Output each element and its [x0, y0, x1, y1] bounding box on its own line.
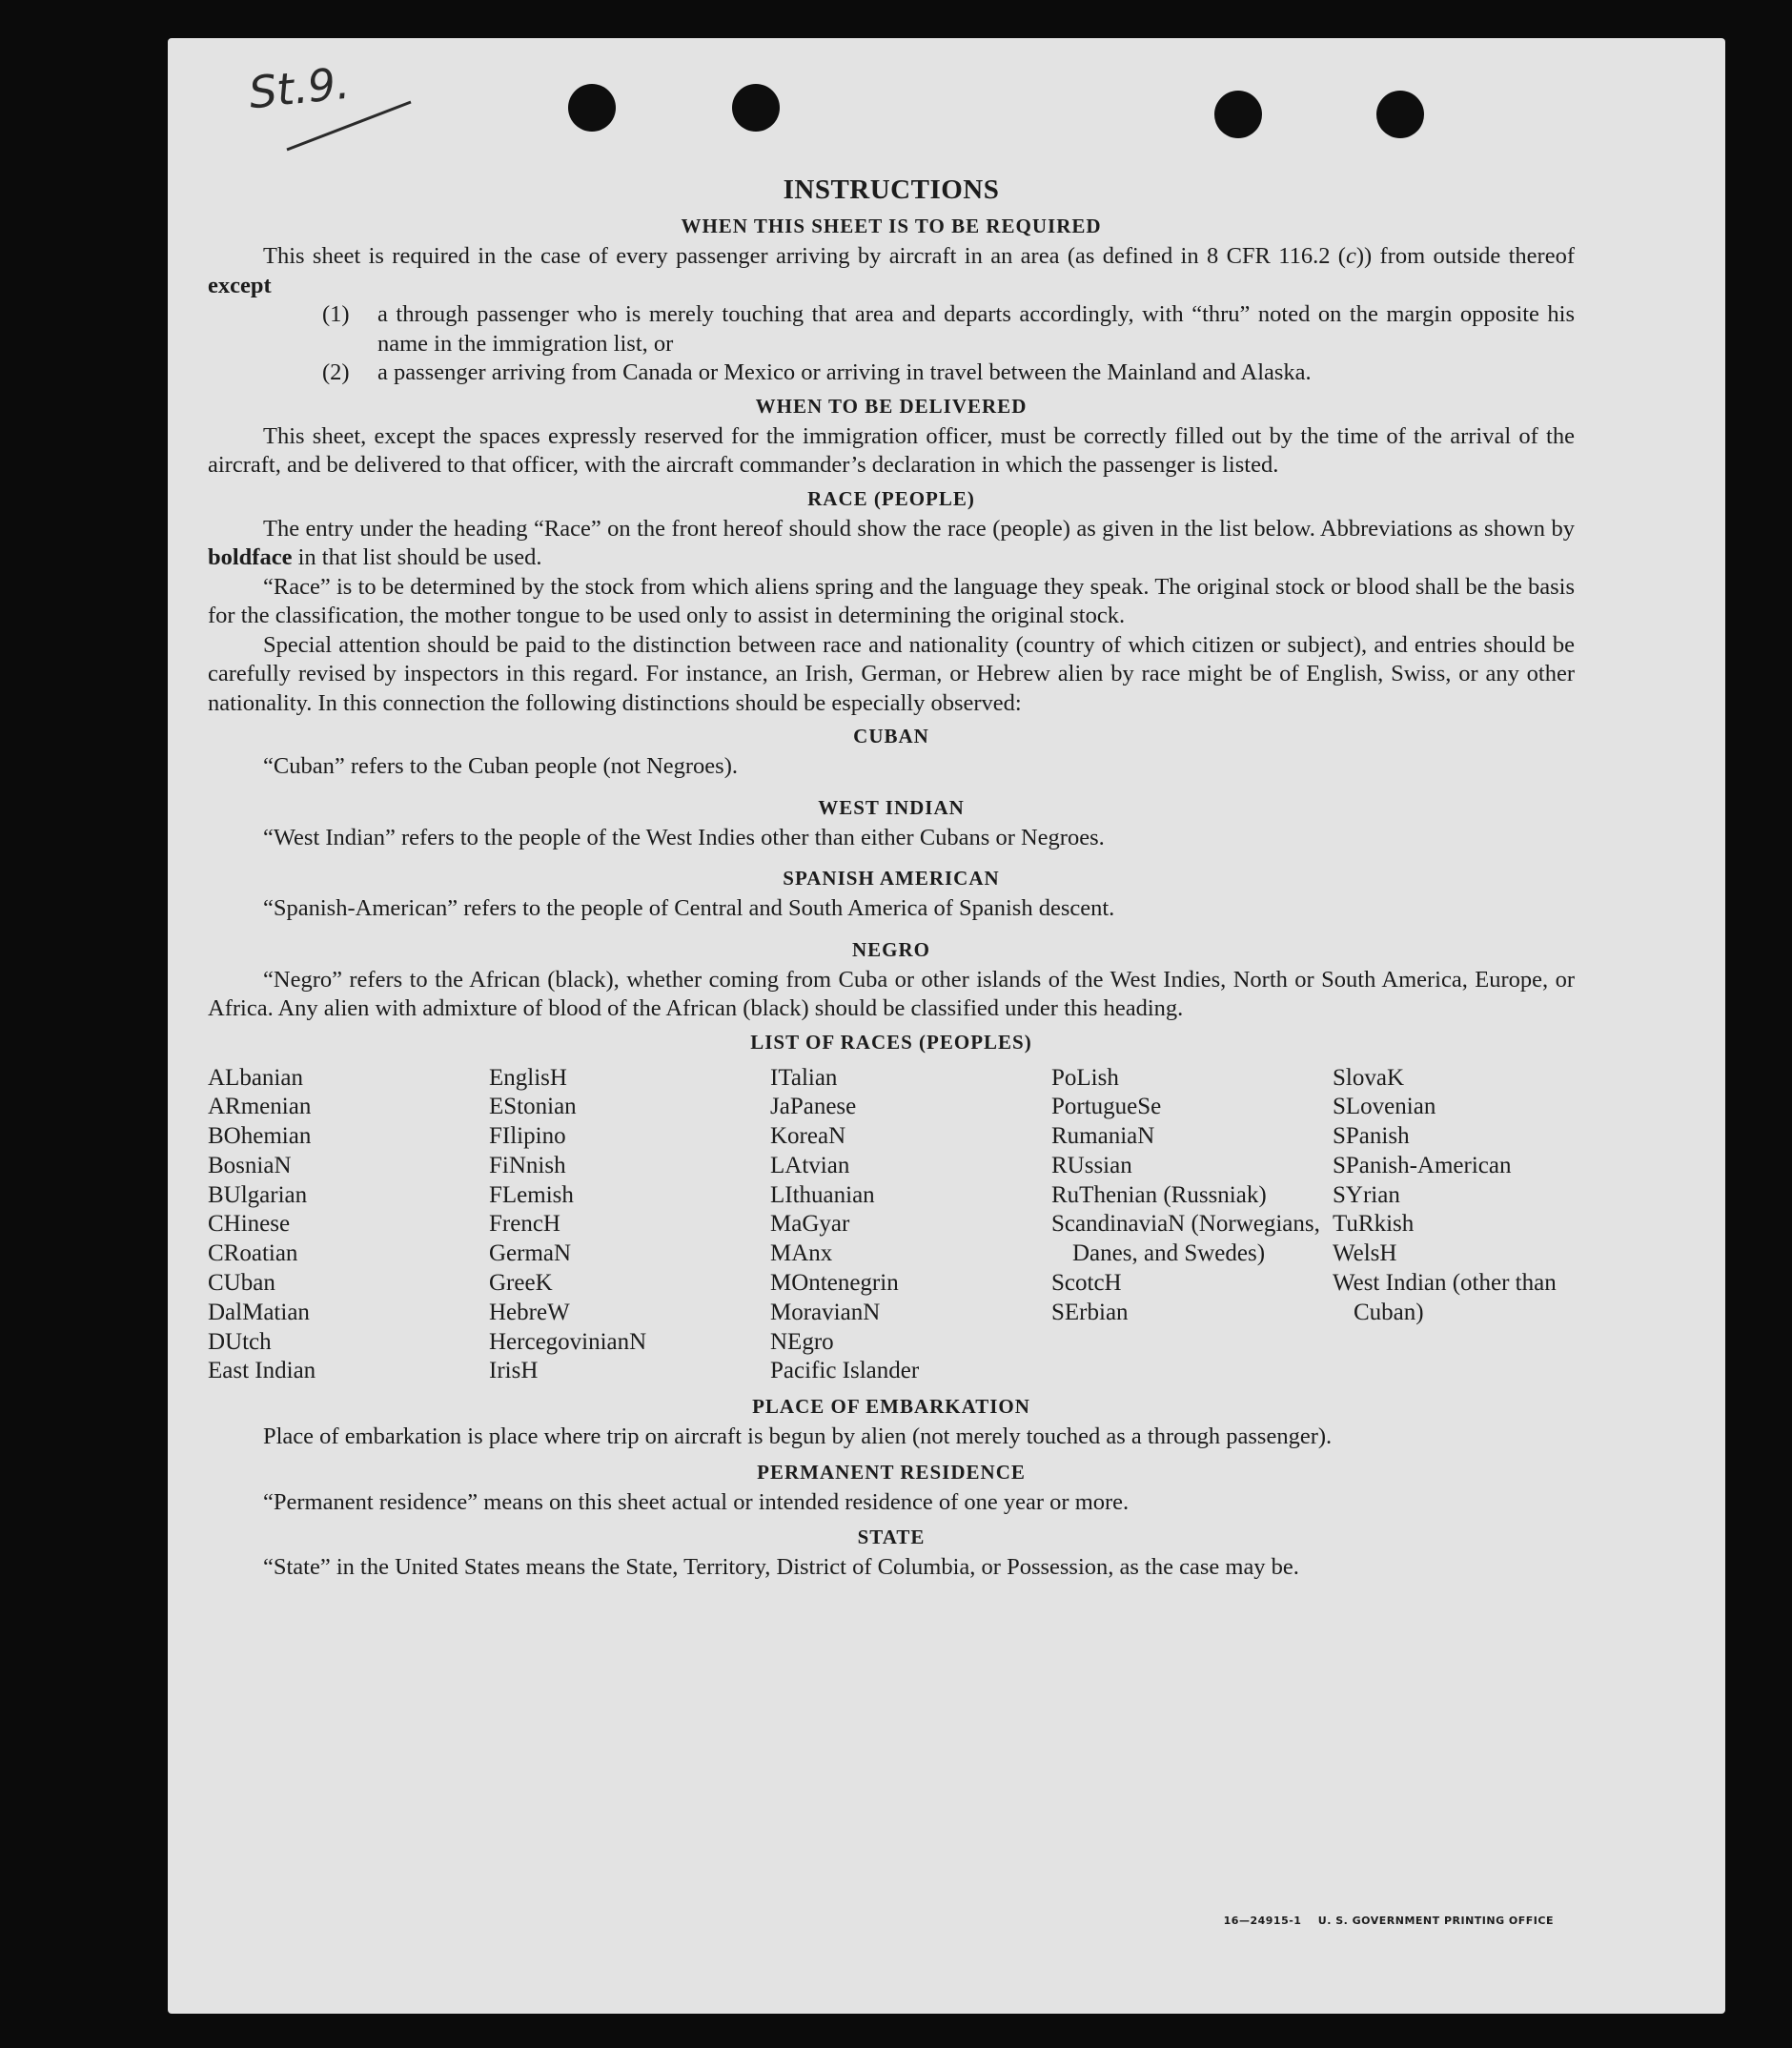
heading-west-indian: WEST INDIAN	[818, 795, 965, 819]
race-entry: ALbanian	[208, 1064, 303, 1091]
race-entry: CUban	[208, 1270, 275, 1297]
race-column	[770, 1064, 1051, 1387]
race-entry: BosniaN	[208, 1152, 292, 1178]
heading-cuban: CUBAN	[853, 725, 929, 748]
when-required-intro	[208, 242, 1575, 300]
race-entry: MoravianN	[770, 1299, 881, 1325]
race-entry: GermaN	[489, 1240, 572, 1267]
item-text: a passenger arriving from Canada or Mexico or arriving in travel between the Mainland and Alaska.	[377, 359, 1312, 385]
race-entry: Pacific Islander	[770, 1358, 920, 1384]
race-entry: ScandinaviaN (Norwegians, Danes, and Swedes)	[1051, 1211, 1320, 1267]
race-entry: FiNnish	[489, 1152, 566, 1178]
exception-item	[322, 358, 1575, 388]
race-entry: WelsH	[1333, 1240, 1397, 1267]
race-entry: EStonian	[489, 1094, 577, 1120]
west-indian-text: “West Indian” refers to the people of the West Indies other than either Cubans or Negroes.	[263, 824, 1105, 850]
heading-negro: NEGRO	[851, 937, 930, 961]
negro-text: “Negro” refers to the African (black), whether coming from Cuba or other islands of the West Indies, North or South America, Europe, or Africa. Any alien with admixture of blood of the African (black) should be classified under this heading.	[208, 966, 1575, 1021]
race-entry: NEgro	[770, 1328, 834, 1355]
heading-state: STATE	[857, 1526, 926, 1549]
handwritten-note-text: St.9.	[246, 56, 353, 119]
page-title: INSTRUCTIONS	[783, 174, 1000, 205]
race-entry: FLemish	[489, 1181, 574, 1208]
race-entry: BUlgarian	[208, 1181, 308, 1208]
race-entry: HercegovinianN	[489, 1328, 647, 1355]
race-column	[489, 1064, 770, 1387]
race-entry: FIlipino	[489, 1123, 566, 1150]
race-entry: CRoatian	[208, 1240, 298, 1267]
race-entry: RUssian	[1051, 1152, 1132, 1178]
race-entry: CHinese	[208, 1211, 291, 1238]
punch-hole	[1214, 91, 1262, 138]
race-entry: HebreW	[489, 1299, 570, 1325]
exception-item	[322, 300, 1575, 358]
handwritten-underline	[249, 62, 430, 153]
race-text: in that list should be used.	[292, 544, 542, 570]
race-entry: KoreaN	[770, 1123, 846, 1150]
race-entry: MaGyar	[770, 1211, 850, 1238]
race-column	[208, 1064, 489, 1387]
race-entry: SPanish-American	[1333, 1152, 1512, 1178]
race-entry: BOhemian	[208, 1123, 312, 1150]
heading-race: RACE (PEOPLE)	[807, 486, 975, 510]
race-entry: FrencH	[489, 1211, 560, 1238]
item-number: (1)	[322, 301, 350, 327]
race-paragraph	[208, 515, 1575, 573]
race-entry: SPanish	[1333, 1123, 1410, 1150]
race-entry: TuRkish	[1333, 1211, 1415, 1238]
cuban-text: “Cuban” refers to the Cuban people (not Negroes).	[263, 753, 738, 779]
heading-when-delivered: WHEN TO BE DELIVERED	[755, 394, 1028, 418]
race-entry: ScotcH	[1051, 1270, 1122, 1297]
state-text: “State” in the United States means the State, Territory, District of Columbia, or Possession, as the case may be.	[263, 1554, 1299, 1581]
when-delivered-text: This sheet, except the spaces expressly reserved for the immigration officer, must be correctly filled out by the time of the arrival of the aircraft, and be delivered to that officer, with the aircraft commander’s declaration in which the passenger is listed.	[208, 422, 1575, 478]
race-column	[1333, 1064, 1575, 1387]
item-text: a through passenger who is merely touching that area and departs accordingly, with “thru” noted on the margin opposite his name in the immigration list, or	[377, 301, 1575, 357]
race-entry: MOntenegrin	[770, 1270, 899, 1297]
race-bold: boldface	[208, 544, 293, 570]
race-entry: DalMatian	[208, 1299, 310, 1325]
intro-bold: except	[208, 272, 272, 298]
race-entry: ARmenian	[208, 1094, 312, 1120]
race-entry: DUtch	[208, 1328, 272, 1355]
instructions-body	[208, 174, 1575, 1583]
race-entry: West Indian (other than Cuban)	[1333, 1270, 1557, 1325]
item-number: (2)	[322, 359, 350, 385]
intro-text: )) from outside thereof	[1355, 243, 1575, 269]
race-entry: ITalian	[770, 1064, 838, 1091]
residence-text: “Permanent residence” means on this sheet actual or intended residence of one year or more.	[263, 1488, 1130, 1515]
race-entry: RuThenian (Russniak)	[1051, 1181, 1267, 1208]
race-entry: EnglisH	[489, 1064, 567, 1091]
form-sheet	[168, 38, 1725, 2014]
intro-italic: c	[1345, 243, 1356, 269]
race-entry: JaPanese	[770, 1094, 857, 1120]
embarkation-text: Place of embarkation is place where trip on aircraft is begun by alien (not merely touched as a through passenger).	[263, 1423, 1333, 1450]
heading-embarkation: PLACE OF EMBARKATION	[752, 1395, 1030, 1419]
handwritten-note	[246, 56, 430, 153]
punch-hole	[568, 84, 616, 132]
race-entry: LIthuanian	[770, 1181, 875, 1208]
race-entry: PoLish	[1051, 1064, 1119, 1091]
race-entry: SErbian	[1051, 1299, 1129, 1325]
race-entry: RumaniaN	[1051, 1123, 1155, 1150]
race-entry: SlovaK	[1333, 1064, 1404, 1091]
race-entry: IrisH	[489, 1358, 539, 1384]
race-entry: LAtvian	[770, 1152, 850, 1178]
spanish-american-text: “Spanish-American” refers to the people of Central and South America of Spanish descent.	[263, 895, 1115, 921]
race-entry: East Indian	[208, 1358, 316, 1384]
heading-spanish-american: SPANISH AMERICAN	[783, 867, 1000, 890]
printer-imprint	[1224, 1915, 1554, 1927]
race-entry: SLovenian	[1333, 1094, 1436, 1120]
form-number: 16—24915-1	[1223, 1915, 1302, 1927]
heading-residence: PERMANENT RESIDENCE	[757, 1460, 1026, 1484]
punch-hole	[732, 84, 780, 132]
race-entry: MAnx	[770, 1240, 833, 1267]
race-entry: PortugueSe	[1051, 1094, 1162, 1120]
heading-list-of-races: LIST OF RACES (PEOPLES)	[750, 1030, 1032, 1054]
race-list	[208, 1064, 1575, 1387]
intro-text: This sheet is required in the case of every passenger arriving by aircraft in an area (as defined in 8 CFR 116.2 (	[263, 243, 1346, 269]
punch-hole	[1376, 91, 1424, 138]
race-entry: GreeK	[489, 1270, 553, 1297]
race-paragraph: “Race” is to be determined by the stock from which aliens spring and the language they speak. The original stock or blood shall be the basis for the classification, the mother tongue to be used only to assist in determining the original stock.	[208, 573, 1575, 628]
heading-when-required: WHEN THIS SHEET IS TO BE REQUIRED	[681, 215, 1102, 237]
race-paragraph: Special attention should be paid to the distinction between race and nationality (country of which citizen or subject), and entries should be carefully revised by inspectors in this regard. For instance, an Irish, German, or Hebrew alien by race might be of English, Swiss, or any other nationality. In this connection the following distinctions should be especially observed:	[208, 631, 1575, 716]
printer-name: U. S. GOVERNMENT PRINTING OFFICE	[1317, 1915, 1554, 1927]
race-column	[1051, 1064, 1333, 1387]
race-entry: SYrian	[1333, 1181, 1400, 1208]
race-text: The entry under the heading “Race” on the front hereof should show the race (people) as given in the list below. Abbreviations as shown by	[263, 515, 1575, 542]
